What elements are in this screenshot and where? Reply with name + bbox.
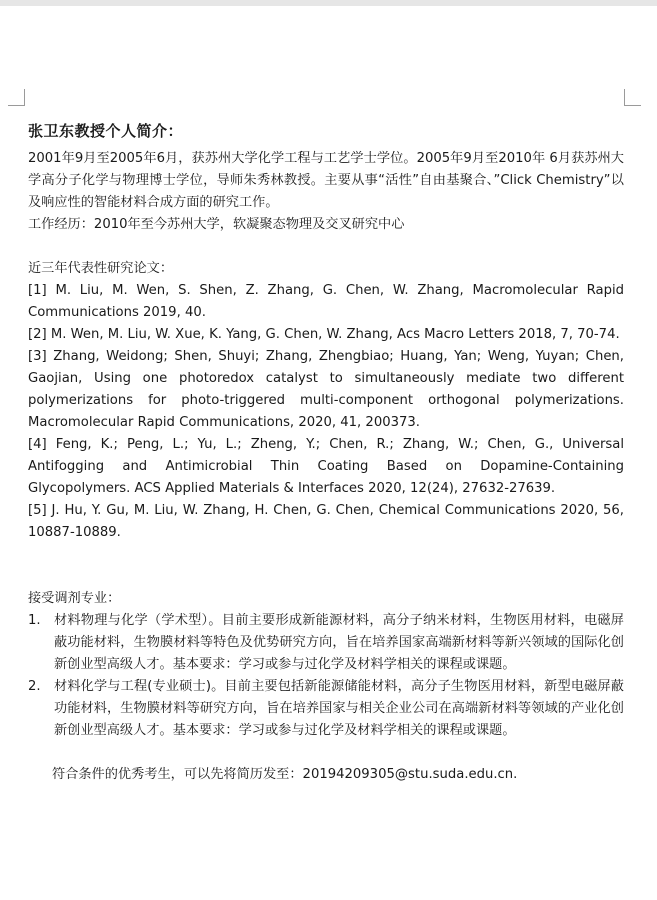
- major-item: [28, 610, 624, 676]
- bio-education: 2001年9月至2005年6月，获苏州大学化学工程与工艺学士学位。2005年9月至2010年 6月获苏州大学高分子化学与物理博士学位，导师朱秀林教授。主要从事“活性”自由基聚合、”Click Chemistry”以及响应性的智能材料合成方面的研究工作。: [28, 151, 624, 210]
- majors-list: [28, 610, 624, 742]
- paper-item: [1] M. Liu, M. Wen, S. Shen, Z. Zhang, G. Chen, W. Zhang, Macromolecular Rapid Communications 2019, 40.: [28, 283, 624, 320]
- paper-item: [2] M. Wen, M. Liu, W. Xue, K. Yang, G. Chen, W. Zhang, Acs Macro Letters 2018, 7, 70-74.: [28, 327, 620, 342]
- paper-item: [4] Feng, K.; Peng, L.; Yu, L.; Zheng, Y.; Chen, R.; Zhang, W.; Chen, G., Universal Antifogging and Antimicrobial Thin Coating Based on Dopamine-Containing Glycopolymers. ACS Applied Materials & Interfaces 2020, 12(24), 27632-27639.: [28, 437, 624, 496]
- major-index: 2.: [28, 679, 41, 694]
- page-corner-mark-left: [8, 89, 25, 106]
- document-page: [28, 120, 624, 786]
- major-index: 1.: [28, 613, 41, 628]
- majors-heading: 接受调剂专业：: [28, 591, 121, 606]
- papers-heading: 近三年代表性研究论文：: [28, 261, 174, 276]
- major-item: [28, 676, 624, 742]
- paper-item: [3] Zhang, Weidong; Shen, Shuyi; Zhang, Zhengbiao; Huang, Yan; Weng, Yuyan; Chen, Gaojian, Using one photoredox catalyst to simultaneously mediate two different polymerizations for photo-triggered multi-component orthogonal polymerizations. Macromolecular Rapid Communications, 2020, 41, 200373.: [28, 349, 624, 430]
- top-edge-strip: [0, 0, 657, 6]
- contact-line: 符合条件的优秀考生，可以先将简历发至：20194209305@stu.suda.edu.cn.: [52, 767, 518, 782]
- major-text: 材料物理与化学（学术型）。目前主要形成新能源材料，高分子纳米材料，生物医用材料，电磁屏蔽功能材料，生物膜材料等特色及优势研究方向，旨在培养国家高端新材料等新兴领域的国际化创新创业型高级人才。基本要求：学习或参与过化学及材料学相关的课程或课题。: [54, 613, 624, 672]
- page-corner-mark-right: [624, 89, 641, 106]
- major-text: 材料化学与工程(专业硕士)。目前主要包括新能源储能材料，高分子生物医用材料，新型电磁屏蔽功能材料，生物膜材料等研究方向，旨在培养国家与相关企业公司在高端新材料等领域的产业化创新创业型高级人才。基本要求：学习或参与过化学及材料学相关的课程或课题。: [54, 679, 624, 738]
- paper-item: [5] J. Hu, Y. Gu, M. Liu, W. Zhang, H. Chen, G. Chen, Chemical Communications 2020, 56, 10887-10889.: [28, 503, 624, 540]
- bio-work: 工作经历：2010年至今苏州大学，软凝聚态物理及交叉研究中心: [28, 217, 405, 232]
- page-title: 张卫东教授个人简介：: [28, 122, 184, 140]
